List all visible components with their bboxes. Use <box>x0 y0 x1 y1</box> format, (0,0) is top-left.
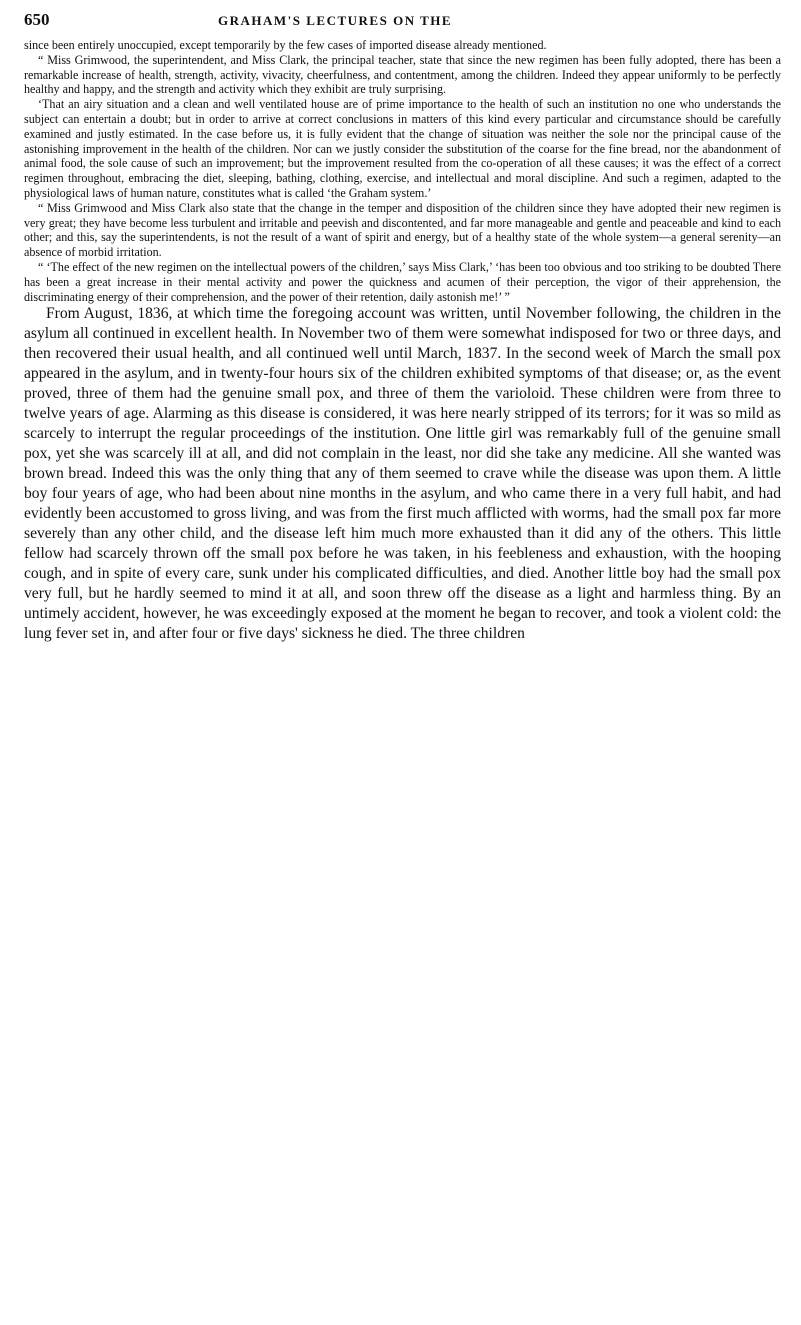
paragraph: since been entirely unoccupied, except temporarily by the few cases of imported disease already mentioned. <box>24 38 547 52</box>
body-text-block <box>24 304 781 644</box>
paragraph: “ ‘The effect of the new regimen on the intellectual powers of the children,’ says Miss Clark,’ ‘has been too obvious and too striking to be doubted There has been a great increase in their mental activity and power the quickness and acumen of their perception, the vigor of their apprehension, the discriminating energy of their comprehension, and the power of their retention, daily astonish me!’ ” <box>24 259 781 304</box>
quoted-report-block <box>24 38 781 304</box>
paragraph: ‘That an airy situation and a clean and well ventilated house are of prime importance to the health of such an institution no one who understands the subject can entertain a doubt; but in order to arrive at correct conclusions in matters of this kind every particular and circumstance should be carefully examined and justly estimated. In the case before us, it is fully evident that the change of situation was neither the sole nor the principal cause of the astonishing improvement in the health of the children. Nor can we justly consider the substitution of the coarse for the fine bread, nor the abandonment of animal food, the sole cause of such an improvement; but the improvement resulted from the co-operation of all these causes; it was the effect of a correct regimen throughout, embracing the diet, sleeping, bathing, clothing, exercise, and intellectual and moral discipline. And such a regimen, adapted to the physiological laws of human nature, constitutes what is called ‘the Graham system.’ <box>24 97 781 200</box>
paragraph: “ Miss Grimwood, the superintendent, and Miss Clark, the principal teacher, state that since the new regimen has been fully adopted, there has been a remarkable increase of health, strength, activity, vivacity, cheerfulness, and contentment, among the children. Indeed they appear uniformly to be perfectly healthy and happy, and the strength and activity which they exhibit are truly surprising. <box>24 52 781 97</box>
page-header <box>24 10 781 32</box>
paragraph: From August, 1836, at which time the foregoing account was written, until November following, the children in the asylum all continued in excellent health. In November two of them were somewhat indisposed for two or three days, and then recovered their usual health, and all continued well until March, 1837. In the second week of March the small pox appeared in the asylum, and in twenty-four hours six of the children exhibited symptoms of that disease; or, as the event proved, three of them had the genuine small pox, and three of them the varioloid. These children were from three to twelve years of age. Alarming as this disease is considered, it was here nearly stripped of its terrors; for it was so mild as scarcely to interrupt the regular proceedings of the institution. One little girl was remarkably full of the genuine small pox, yet she was scarcely ill at all, and did not complain in the least, nor did she take any medicine. All she wanted was brown bread. Indeed this was the only thing that any of them seemed to crave while the disease was upon them. A little boy four years of age, who had been about nine months in the asylum, and who came there in a very full habit, and had evidently been accustomed to gross living, and was from the first much afflicted with worms, had the small pox far more severely than any other child, and the disease left him much more exhausted than it did any of the others. This little fellow had scarcely thrown off the small pox before he was taken, in his feebleness and exhaustion, with the hooping cough, and in spite of every care, sunk under his complicated difficulties, and died. Another little boy had the small pox very full, but he hardly seemed to mind it at all, and soon threw off the disease as a light and harmless thing. By an untimely accident, however, he was exceedingly exposed at the moment he began to recover, and took a violent cold: the lung fever set in, and after four or five days' sickness he died. The three children <box>24 305 781 643</box>
running-title: GRAHAM'S LECTURES ON THE <box>218 13 453 28</box>
paragraph: “ Miss Grimwood and Miss Clark also state that the change in the temper and disposition of the children since they have adopted their new regimen is very great; they have become less turbulent and irritable and peevish and discontented, and far more manageable and gentle and peaceable and kind to each other; and this, say the superintendents, is not the result of a want of spirit and energy, but of a healthy state of the whole system—a general serenity—an absence of morbid irritation. <box>24 200 781 260</box>
page-number: 650 <box>24 10 50 29</box>
